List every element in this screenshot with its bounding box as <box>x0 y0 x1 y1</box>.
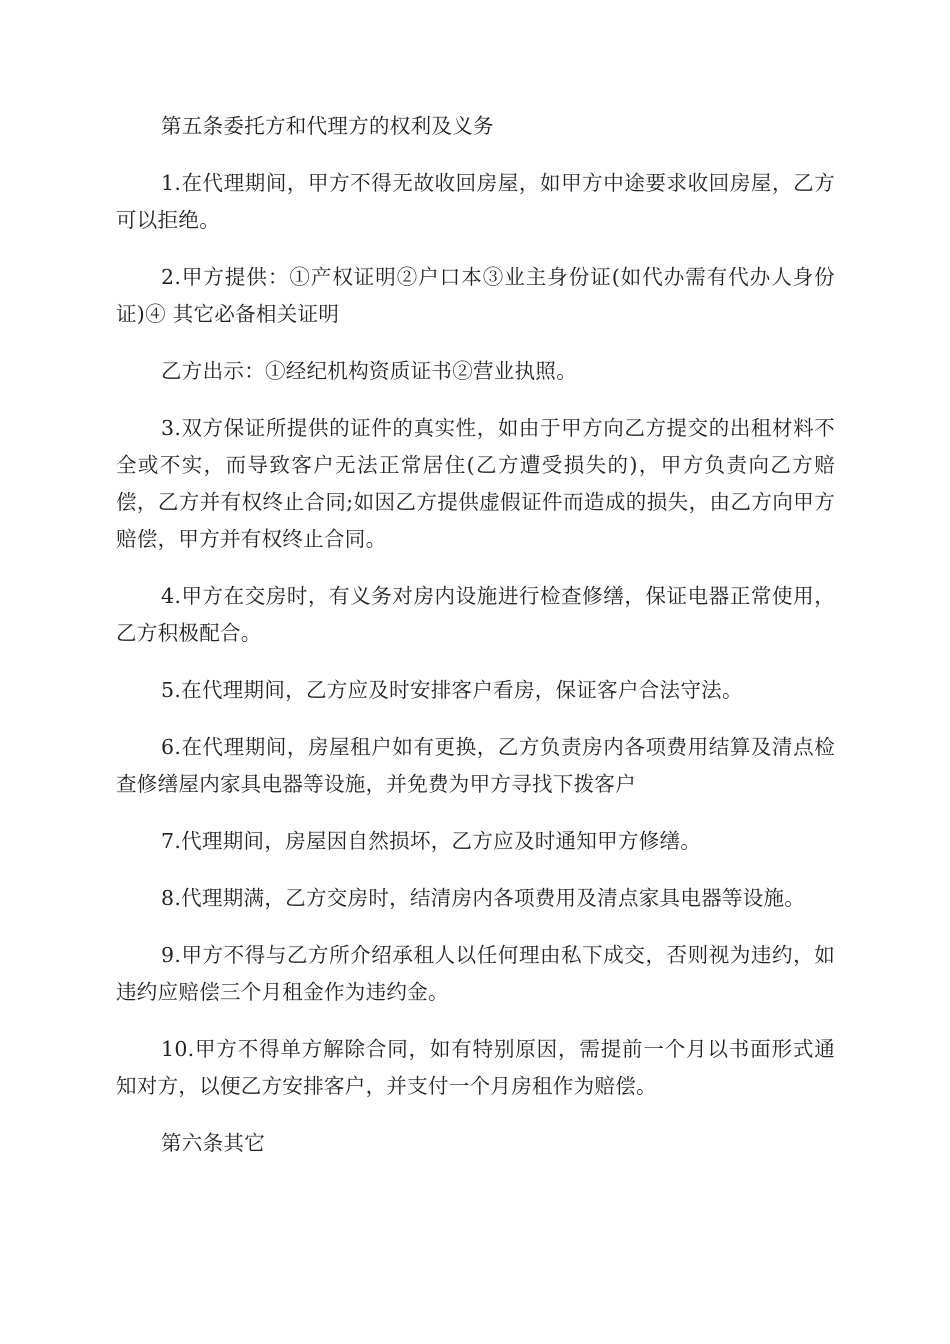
clause-10: 10.甲方不得单方解除合同，如有特别原因，需提前一个月以书面形式通知对方，以便乙方安排客户，并支付一个月房租作为赔偿。 <box>116 1037 835 1098</box>
clause-9: 9.甲方不得与乙方所介绍承租人以任何理由私下成交，否则视为违约，如违约应赔偿三个月租金作为违约金。 <box>116 943 835 1004</box>
clause-2-party-b: 乙方出示：①经纪机构资质证书②营业执照。 <box>161 359 577 383</box>
clause-5: 5.在代理期间，乙方应及时安排客户看房，保证客户合法守法。 <box>161 678 743 702</box>
clause-4: 4.甲方在交房时，有义务对房内设施进行检查修缮，保证电器正常使用，乙方积极配合。 <box>116 584 835 645</box>
clause-6: 6.在代理期间，房屋租户如有更换，乙方负责房内各项费用结算及清点检查修缮屋内家具电器等设施，并免费为甲方寻找下拨客户 <box>116 735 835 796</box>
clause-3: 3.双方保证所提供的证件的真实性，如由于甲方向乙方提交的出租材料不全或不实，而导致客户无法正常居住(乙方遭受损失的)，甲方负责向乙方赔偿，乙方并有权终止合同;如因乙方提供虚假证件而造成的损失，由乙方向甲方赔偿，甲方并有权终止合同。 <box>116 416 835 551</box>
clause-2: 2.甲方提供：①产权证明②户口本③业主身份证(如代办需有代办人身份证)④ 其它必备相关证明 <box>116 265 835 326</box>
clause-1: 1.在代理期间，甲方不得无故收回房屋，如甲方中途要求收回房屋，乙方可以拒绝。 <box>116 171 835 232</box>
clause-7: 7.代理期间，房屋因自然损坏，乙方应及时通知甲方修缮。 <box>161 829 702 853</box>
section-heading-article-6: 第六条其它 <box>161 1131 265 1155</box>
section-heading-article-5: 第五条委托方和代理方的权利及义务 <box>161 114 494 138</box>
clause-8: 8.代理期满，乙方交房时，结清房内各项费用及清点家具电器等设施。 <box>161 886 806 910</box>
